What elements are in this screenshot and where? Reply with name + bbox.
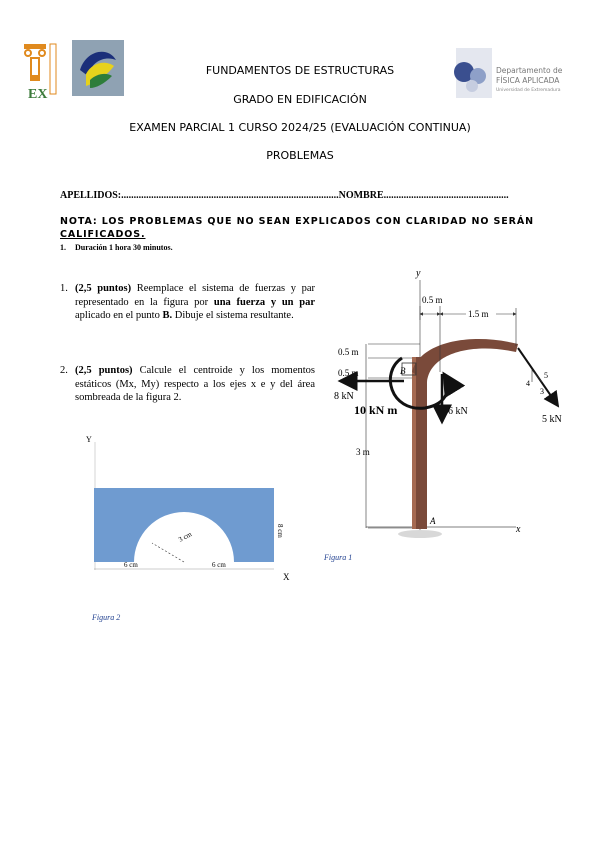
exam-title: EXAMEN PARCIAL 1 CURSO 2024/25 (EVALUACIÓN CONTINUA) bbox=[129, 121, 471, 134]
curved-beam bbox=[412, 339, 518, 382]
dim-6b: 6 cm bbox=[212, 561, 226, 569]
slope-5: 5 bbox=[544, 371, 548, 380]
problem-1-t2: aplicado en el punto bbox=[75, 310, 163, 321]
problem-1-bold2: B. bbox=[162, 310, 173, 321]
dim-05-b: 0.5 m bbox=[338, 368, 359, 378]
figure-1 bbox=[320, 262, 580, 562]
shaded-area bbox=[94, 488, 274, 562]
couple-label: 10 kN m bbox=[354, 403, 398, 417]
problem-2-number: 2. bbox=[60, 365, 68, 376]
dept-line1: Departamento de bbox=[496, 66, 563, 75]
dept-line3: Universidad de Extremadura bbox=[496, 88, 561, 93]
problem-1-number: 1. bbox=[60, 283, 68, 294]
dim-h: 8 cm bbox=[276, 524, 284, 538]
problem-1-text bbox=[75, 282, 315, 323]
force-5kN-label: 5 kN bbox=[542, 414, 562, 425]
problem-2-points: (2,5 puntos) bbox=[75, 365, 133, 376]
uex-logo-text: EX bbox=[28, 87, 48, 100]
problem-2-text bbox=[75, 364, 315, 405]
degree-title: GRADO EN EDIFICACIÓN bbox=[233, 93, 367, 106]
problem-2-t1: Calcule el centroide y los momentos estáticos (Mx, My) respecto a los ejes x e y del área sombreada de la figura 2. bbox=[75, 365, 315, 403]
problem-1-t3: Dibuje el sistema resultante. bbox=[172, 310, 294, 321]
figure-1-caption: Figura 1 bbox=[324, 553, 353, 562]
point-B: B bbox=[400, 366, 406, 376]
section-title: PROBLEMAS bbox=[266, 149, 334, 162]
duration-num: 1. bbox=[60, 243, 66, 252]
fig1-axis-x: x bbox=[516, 524, 521, 535]
force-6kN-label: 6 kN bbox=[448, 406, 468, 417]
fig1-axis-y: y bbox=[416, 268, 421, 279]
force-8kN-label: 8 kN bbox=[334, 391, 354, 402]
support-ground bbox=[398, 530, 442, 538]
radius-line bbox=[152, 543, 184, 562]
figure-2-caption: Figura 2 bbox=[92, 613, 121, 622]
dim-6a: 6 cm bbox=[124, 561, 138, 569]
name-field[interactable]: APELLIDOS:.......................................................................................NOMBRE.................................................. bbox=[60, 190, 509, 201]
figure-2 bbox=[80, 430, 310, 630]
fig2-axis-y: Y bbox=[86, 435, 92, 444]
duration-text: Duración 1 hora 30 minutos. bbox=[75, 243, 173, 252]
problem-1-points: (2,5 puntos) bbox=[75, 283, 132, 294]
course-title: FUNDAMENTOS DE ESTRUCTURAS bbox=[205, 64, 395, 77]
dim-05-top: 0.5 m bbox=[422, 295, 443, 305]
slope-4: 4 bbox=[526, 379, 530, 388]
problem-1-bold1: una fuerza y un par bbox=[213, 296, 315, 308]
note-line1: NOTA: LOS PROBLEMAS QUE NO SEAN EXPLICADOS CON CLARIDAD NO SERÁN bbox=[60, 216, 534, 227]
dept-line2: FÍSICA APLICADA bbox=[496, 76, 560, 85]
note-line2: CALIFICADOS. bbox=[60, 229, 146, 240]
fig2-axis-x: X bbox=[283, 572, 290, 582]
slope-3: 3 bbox=[540, 387, 544, 396]
dim-15: 1.5 m bbox=[468, 309, 489, 319]
dim-3: 3 m bbox=[356, 447, 370, 457]
point-A: A bbox=[430, 516, 436, 526]
dim-05-a: 0.5 m bbox=[338, 347, 359, 357]
problem-1-t1: Reemplace el sistema de fuerzas y par representado en la figura por bbox=[75, 283, 315, 308]
dim-r: 3 cm bbox=[177, 530, 194, 544]
